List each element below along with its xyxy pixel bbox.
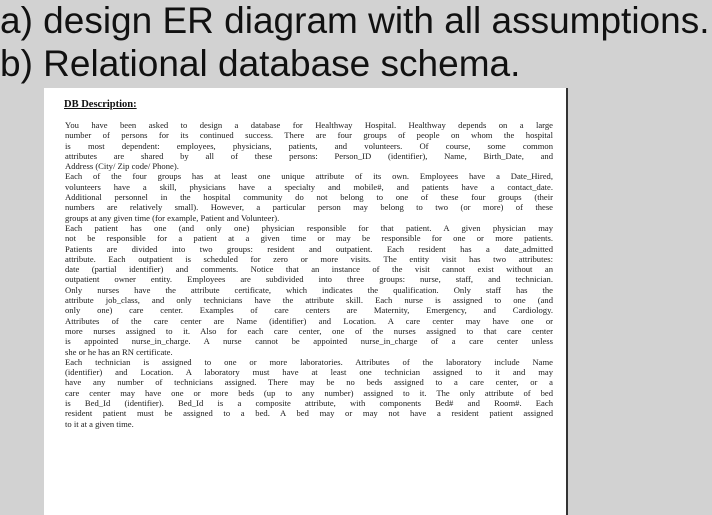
- question-a: a) design ER diagram with all assumptions.: [0, 0, 710, 41]
- document-line: resident patient must be assigned to a bed. A bed may or may not have a resident patient assigned: [65, 408, 553, 419]
- document-line: numbers are relatively small). However, a particular person may belong to two (or more) of these: [65, 202, 553, 213]
- document-line: to it at a given time.: [65, 418, 134, 429]
- document-line: more nurses assigned to it. Also for each care center, one of the nurses assigned to that care center: [65, 325, 553, 336]
- document-line: Each patient has one (and only one) physician responsible for that patient. A given physician may: [65, 222, 553, 233]
- document-line: Address (City/ Zip code/ Phone).: [65, 161, 179, 172]
- document-line: Patients are divided into two groups: resident and outpatient. Each resident has a date_admitted: [65, 243, 553, 254]
- document-line: she or he has an RN certificate.: [65, 346, 173, 357]
- question-b: b) Relational database schema.: [0, 43, 521, 84]
- document-body: [65, 120, 553, 429]
- document-line: date (partial identifier) and comments. Notice that an instance of the visit cannot exist without an: [65, 264, 553, 275]
- document-line: have any number of technicians assigned. There may be no beds assigned to a care center, or a: [65, 377, 553, 388]
- document-line: You have been asked to design a database for Healthway Hospital. Healthway depends on a large: [65, 120, 553, 130]
- document-line: is most dependent: employees, physicians, patients, and volunteers. Of course, some common: [65, 140, 553, 151]
- document-line: only one) care center. Examples of care centers are Maternity, Emergency, and Cardiology.: [65, 305, 553, 316]
- document-line: attribute job_class, and only technicians have the attribute skill. Each nurse is assigned to one (and: [65, 295, 553, 306]
- document-line: outpatient owner entity. Employees are subdivided into three groups: nurse, staff, and technician.: [65, 274, 553, 285]
- document-line: care center may have one or more beds (up to any number) assigned to it. The only attribute of bed: [65, 387, 553, 398]
- document-line: (identifier) and Location. A laboratory must have at least one technician assigned to it and may: [65, 367, 553, 378]
- document-title: DB Description:: [64, 99, 137, 110]
- document-line: Each of the four groups has at least one unique attribute of its own. Employees have a Date_Hired,: [65, 171, 553, 182]
- document-line: groups at any given time (for example, Patient and Volunteer).: [65, 212, 280, 223]
- document-image: [44, 88, 568, 515]
- document-line: Each technician is assigned to one or more laboratories. Attributes of the laboratory include Name: [65, 356, 553, 367]
- document-line: attribute. Each outpatient is scheduled for zero or more visits. The entity visit has two attributes:: [65, 253, 553, 264]
- document-line: is Bed_Id (identifier). Bed_Id is a composite attribute, with components Bed# and Room#. Each: [65, 398, 553, 409]
- document-line: is appointed nurse_in_charge. A nurse cannot be appointed nurse_in_charge of a care center unless: [65, 336, 553, 347]
- document-line: Additional personnel in the hospital community do not belong to one of these four groups (their: [65, 192, 553, 203]
- document-line: volunteers have a skill, physicians have a specialty and mobile#, and patients have a contact_date.: [65, 181, 553, 192]
- document-line: Only nurses have the attribute certificate, which indicates the qualification. Only staff has the: [65, 284, 553, 295]
- document-line: not be responsible for a patient at a given time or may be responsible for one or more patients.: [65, 233, 553, 244]
- document-line: attributes are shared by all of these persons: Person_ID (identifier), Name, Birth_Date, and: [65, 150, 553, 161]
- document-line: number of persons for its continued success. There are four groups of people on whom the hospital: [65, 130, 553, 141]
- document-line: Attributes of the care center are Name (identifier) and Location. A care center may have one or: [65, 315, 553, 326]
